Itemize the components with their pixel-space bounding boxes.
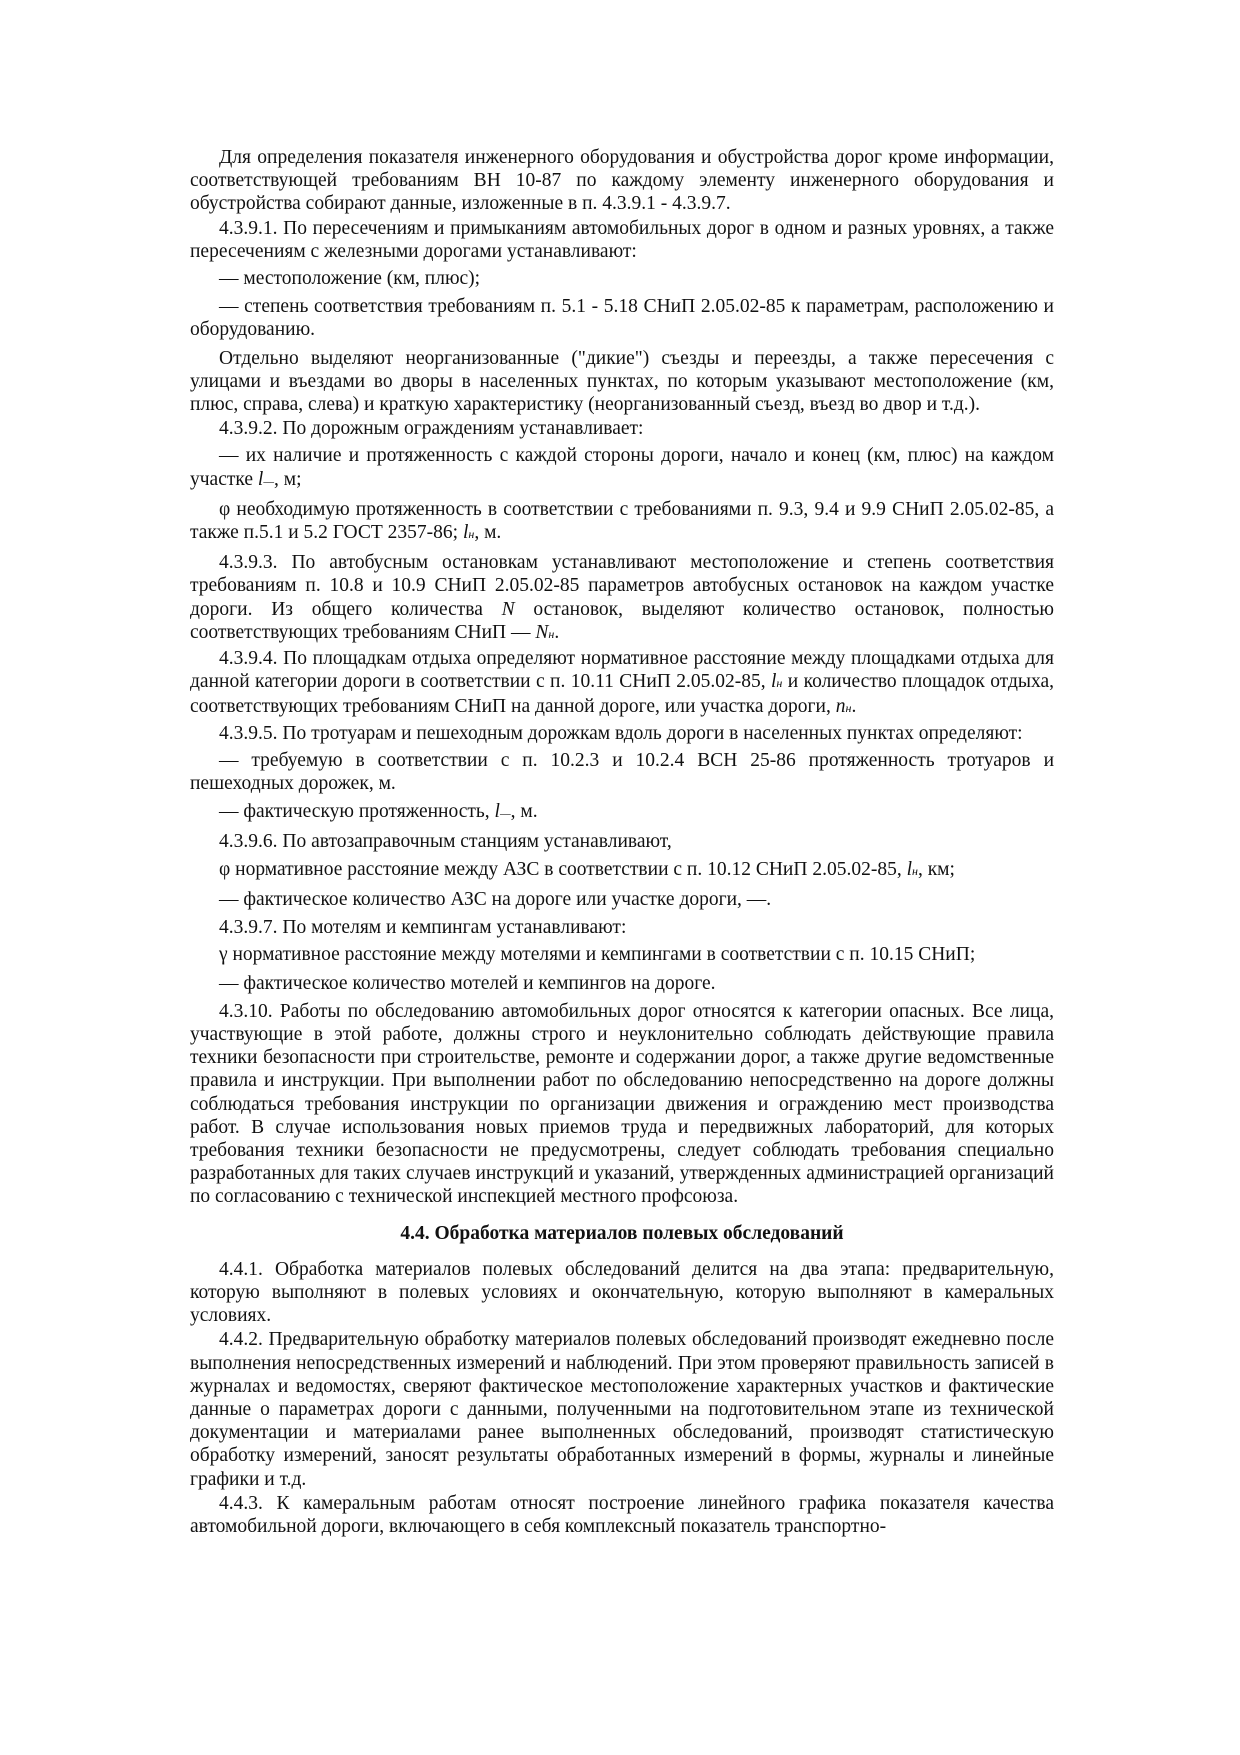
text-run: . [554,621,560,643]
list-item-motel-distance: γ нормативное расстояние между мотелями и кемпингами в соответствии с п. 10.15 СНиП; [219,944,976,966]
subscript: н [912,863,918,878]
document-page [190,146,1054,1539]
paragraph-4-3-9-1: 4.3.9.1. По пересечениям и примыканиям автомобильных дорог в одном и разных уровнях, а также пересечениям с железными дорогами устанавливают: [190,217,1054,262]
variable-n: N [535,621,549,643]
text-run: . [851,696,857,718]
text-run: , м. [474,522,502,544]
paragraph-wild-exits: Отдельно выделяют неорганизованные ("дикие") съезды и переезды, а также пересечения с улицами и въездами во дворы в населенных пунктах, по которым указывают местоположение (км, плюс, справа, слева) и краткую характеристику (неорганизованный съезд, въезд во двор и т.д.). [190,347,1054,416]
text-run: 4.3.9.3. По автобусным остановкам устанавливают местоположение и степень соответствия требованиям п. 10.8 и 10.9 СНиП 2.05.02-85 параметров автобусных остановок на каждом участке дороги. Из общего количества [190,552,1054,620]
paragraph-4-4-1: 4.4.1. Обработка материалов полевых обследований делится на два этапа: предварительную, которую выполняют в полевых условиях и окончательную, которую выполняют в камеральных условиях. [190,1258,1054,1327]
text-run: — их наличие и протяженность с каждой стороны дороги, начало и конец (км, плюс) на каждом участке [190,445,1054,490]
text-run: φ необходимую протяженность в соответствии с требованиями п. 9.3, 9.4 и 9.9 СНиП 2.05.02-85, а также п.5.1 и 5.2 ГОСТ 2357-86; [190,498,1054,544]
paragraph-intro: Для определения показателя инженерного оборудования и обустройства дорог кроме информации, соответствующей требованиям ВН 10-87 по каждому элементу инженерного оборудования и обустройства собирают данные, изложенные в п. 4.3.9.1 - 4.3.9.7. [190,147,1054,215]
text-run: остановок, выделяют количество остановок, полностью соответствующих требованиям СНиП — [190,598,1054,643]
paragraph-4-3-10: 4.3.10. Работы по обследованию автомобильных дорог относятся к категории опасных. Все лица, участвующие в этой работе, должны строго и неуклонительно соблюдать действующие правила техники безопасности при строительстве, ремонте и содержании дорог, а также другие ведомственные правила и инструкции. При выполнении работ по обследованию непосредственно на дороге должны соблюдаться требования инструкции по организации движения и ограждению мест производства работ. В случае использования новых приемов труда и передвижных лабораторий, для которых требования техники безопасности не предусмотрены, следует соблюдать требования специально разработанных для таких случаев инструкций и указаний, утвержденных администрацией организаций по согласованию с технической инспекцией местного профсоюза. [190,1000,1054,1208]
list-item-gas-distance [190,858,1054,883]
subscript: н [468,527,475,542]
list-item-gas-count: — фактическое количество АЗС на дороге или участке дороги, —. [219,888,772,910]
variable-n: n [835,696,846,718]
list-item-sidewalk-actual [190,800,1054,825]
text-run: и количество площадок отдыха, соответствующих требованиям СНиП на данной дороге, или участка дороги, [190,671,1054,718]
paragraph-4-3-9-4 [190,647,1054,721]
list-item-barriers-required [190,498,1054,546]
paragraph-4-3-9-5: 4.3.9.5. По тротуарам и пешеходным дорожкам вдоль дороги в населенных пунктах определяют: [219,722,1023,744]
list-item-barriers-length [190,444,1054,492]
paragraph-4-4-2: 4.4.2. Предварительную обработку материалов полевых обследований производят ежедневно после выполнения непосредственных измерений и наблюдений. При этом проверяют правильность записей в журналах и ведомостях, сверяют фактическое местоположение характерных участков и фактические данные о параметрах дороги с данными, полученными на подготовительном этапе из технической документации и материалами ранее выполненных обследований, производят статистическую обработку измерений, заносят результаты обработанных измерений в формы, журналы и линейные графики и т.д. [190,1329,1054,1490]
list-item-motel-count: — фактическое количество мотелей и кемпингов на дороге. [219,972,716,994]
variable-l: l [462,522,469,544]
paragraph-4-3-9-6: 4.3.9.6. По автозаправочным станциям устанавливают, [219,831,672,853]
variable-l: l [257,468,264,490]
text-run: , км; [917,858,955,880]
variable-l: l [494,801,500,823]
list-item-sidewalk-required: — требуемую в соответствии с п. 10.2.3 и 10.2.4 ВСН 25-86 протяженность тротуаров и пешеходных дорожек, м. [190,749,1054,795]
text-run: 4.3.9.4. По площадкам отдыха определяют нормативное расстояние между площадками отдыха для данной категории дороги в соответствии с п. 10.11 СНиП 2.05.02-85, [190,648,1054,693]
subscript: — [263,473,275,488]
paragraph-4-3-9-2: 4.3.9.2. По дорожным ограждениям устанавливает: [219,418,644,440]
subscript: н [845,701,852,716]
subscript: — [499,806,511,821]
variable-l: l [771,671,777,693]
paragraph-4-3-9-3 [190,551,1054,646]
variable-n-total: N [501,598,515,620]
list-item-compliance: — степень соответствия требованиям п. 5.1 - 5.18 СНиП 2.05.02-85 к параметрам, расположению и оборудованию. [190,296,1054,341]
section-heading-4-4: 4.4. Обработка материалов полевых обследований [400,1222,844,1244]
variable-l: l [906,858,912,880]
text-run: , м. [510,801,538,823]
subscript: н [776,676,783,691]
paragraph-4-4-3: 4.4.3. К камеральным работам относят построение линейного графика показателя качества автомобильной дороги, включающего в себя комплексный показатель транспортно- [190,1492,1054,1537]
paragraph-4-3-9-7: 4.3.9.7. По мотелям и кемпингам устанавливают: [219,917,627,939]
subscript: н [548,626,555,641]
text-run: — фактическую протяженность, [219,801,495,823]
list-item-location: — местоположение (км, плюс); [219,268,481,290]
text-run: , м; [274,468,302,490]
text-run: φ нормативное расстояние между АЗС в соответствии с п. 10.12 СНиП 2.05.02-85, [219,858,907,880]
